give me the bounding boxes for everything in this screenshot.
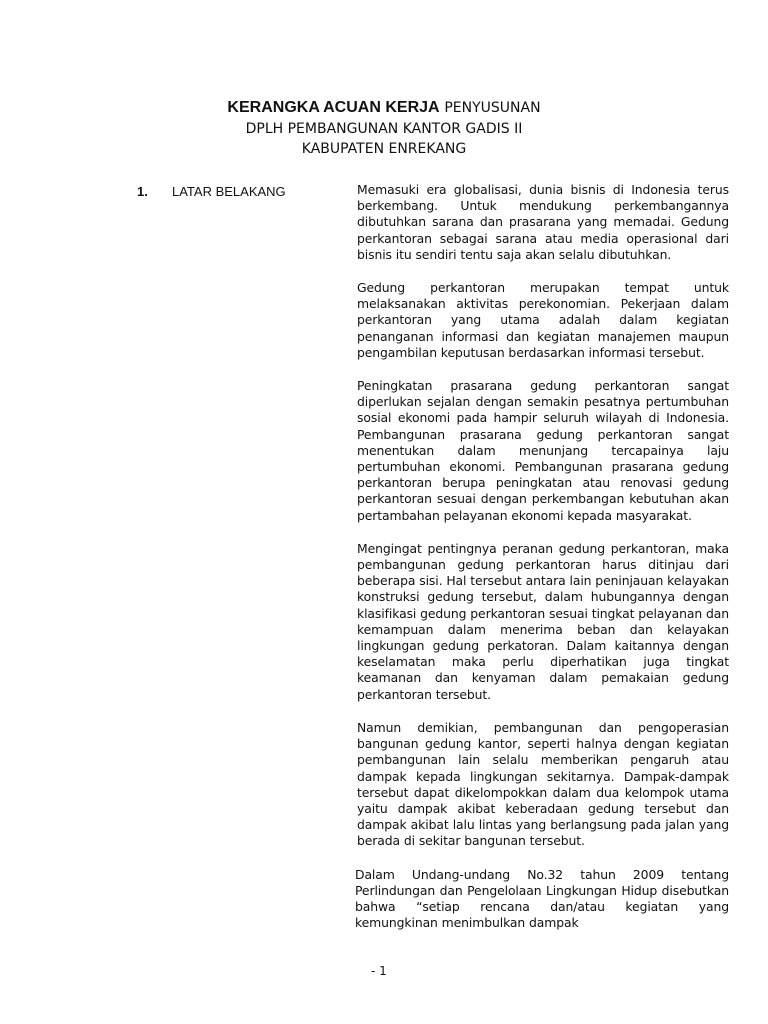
page-number: - 1 (371, 964, 387, 978)
paragraph: Peningkatan prasarana gedung perkantoran sangat diperlukan sejalan dengan semakin pesatnya pertumbuhan sosial ekonomi pada hampir seluruh wilayah di Indonesia. Pembangunan prasarana gedung perkantoran sangat menentukan dalam menunjang tercapainya laju pertumbuhan ekonomi. Pembangunan prasarana gedung perkantoran berupa peningkatan atau renovasi gedung perkantoran sesuai dengan perkembangan kebutuhan akan pertambahan pelayanan ekonomi kepada masyarakat. (357, 378, 729, 523)
document-title (0, 97, 768, 159)
paragraph: Gedung perkantoran merupakan tempat untuk melaksanakan aktivitas perekonomian. Pekerjaan dalam perkantoran yang utama adalah dalam kegiatan penanganan informasi dan kegiatan manajemen maupun pengambilan keputusan berdasarkan informasi tersebut. (357, 280, 729, 360)
section-body (357, 182, 729, 948)
paragraph: Dalam Undang-undang No.32 tahun 2009 tentang Perlindungan dan Pengelolaan Lingkungan Hidup disebutkan bahwa “setiap rencana dan/atau kegiatan yang kemungkinan menimbulkan dampak (355, 866, 729, 931)
section-title: LATAR BELAKANG (172, 184, 286, 199)
paragraph: Mengingat pentingnya peranan gedung perkantoran, maka pembangunan gedung perkantoran harus ditinjau dari beberapa sisi. Hal tersebut antara lain peninjauan kelayakan konstruksi gedung tersebut, dalam hubungannya dengan klasifikasi gedung perkantoran sesuai tingkat pelayanan dan kemampuan dalam menerima beban dan kelayakan lingkungan gedung perkatoran. Dalam kaitannya dengan keselamatan maka perlu diperhatikan juga tingkat keamanan dan kenyaman dalam pemakaian gedung perkantoran tersebut. (357, 540, 729, 702)
title-line-3: KABUPATEN ENREKANG (301, 141, 467, 157)
title-line-2: DPLH PEMBANGUNAN KANTOR GADIS II (245, 121, 523, 137)
title-bold: KERANGKA ACUAN KERJA (227, 99, 440, 116)
paragraph: Memasuki era globalisasi, dunia bisnis di Indonesia terus berkembang. Untuk mendukung perkembangannya dibutuhkan sarana dan prasarana yang memadai. Gedung perkantoran sebagai sarana atau media operasional dari bisnis itu sendiri tentu saja akan selalu dibutuhkan. (357, 182, 729, 262)
section-number: 1. (137, 184, 148, 199)
paragraph: Namun demikian, pembangunan dan pengoperasian bangunan gedung kantor, seperti halnya dengan kegiatan pembangunan lain selalu memberikan pengaruh atau dampak kepada lingkungan sekitarnya. Dampak-dampak tersebut dapat dikelompokkan dalam dua kelompok utama yaitu dampak akibat keberadaan gedung tersebut dan dampak akibat lalu lintas yang berlangsung pada jalan yang berada di sekitar bangunan tersebut. (357, 719, 729, 849)
title-rest: PENYUSUNAN (444, 100, 541, 116)
title-line-1 (0, 97, 768, 119)
